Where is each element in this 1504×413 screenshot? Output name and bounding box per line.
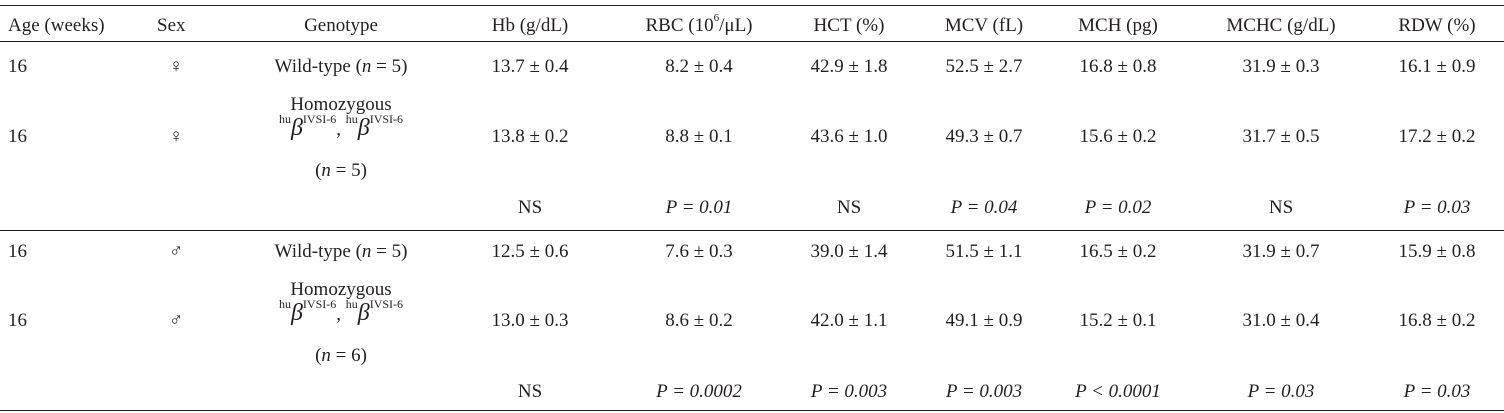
row5-genotype-homozygous: Homozygous (290, 279, 392, 300)
header-rdw: RDW (%) (1398, 15, 1476, 36)
row4-mcv: 51.5 ± 1.1 (945, 241, 1023, 262)
hu-label: hu (278, 112, 291, 126)
row5-genotype-n: (n = 6) (315, 345, 367, 366)
pvalue-female-rbc: P = 0.01 (665, 197, 733, 218)
n-label: n (321, 345, 331, 366)
row1-mcv: 52.5 ± 2.7 (945, 56, 1023, 77)
row1-mchc: 31.9 ± 0.3 (1242, 56, 1320, 77)
pvalue-male-mcv: P = 0.003 (945, 381, 1023, 402)
row5-mch: 15.2 ± 0.1 (1079, 310, 1157, 331)
header-genotype: Genotype (304, 15, 378, 36)
header-rbc-exponent: 6 (713, 12, 720, 24)
row5-sex-male-icon: ♂ (168, 310, 184, 331)
row5-rdw: 16.8 ± 0.2 (1398, 310, 1476, 331)
ivsi-label: IVSI-6 (369, 297, 404, 311)
row2-hct: 43.6 ± 1.0 (810, 126, 888, 147)
row2-mchc: 31.7 ± 0.5 (1242, 126, 1320, 147)
row1-rdw: 16.1 ± 0.9 (1398, 56, 1476, 77)
top-rule (0, 5, 1504, 6)
pvalue-female-mch: P = 0.02 (1084, 197, 1152, 218)
header-rbc-prefix: RBC (10 (645, 15, 714, 36)
row2-mch: 15.6 ± 0.2 (1079, 126, 1157, 147)
header-mcv: MCV (fL) (944, 15, 1024, 36)
row5-hb: 13.0 ± 0.3 (491, 310, 569, 331)
n-value: = 5) (371, 56, 408, 77)
row5-mchc: 31.0 ± 0.4 (1242, 310, 1320, 331)
row4-mchc: 31.9 ± 0.7 (1242, 241, 1320, 262)
row4-rdw: 15.9 ± 0.8 (1398, 241, 1476, 262)
row1-hct: 42.9 ± 1.8 (810, 56, 888, 77)
ivsi-label: IVSI-6 (302, 112, 337, 126)
row5-mcv: 49.1 ± 0.9 (945, 310, 1023, 331)
beta-symbol: β (290, 300, 303, 326)
row1-rbc: 8.2 ± 0.4 (665, 56, 733, 77)
row5-genotype-allele (278, 297, 404, 327)
row5-age: 16 (8, 310, 27, 331)
n-value: = 5) (330, 160, 367, 181)
pvalue-male-mch: P < 0.0001 (1075, 381, 1161, 402)
row4-genotype (275, 241, 408, 263)
n-label: n (361, 241, 372, 262)
row2-mcv: 49.3 ± 0.7 (945, 126, 1023, 147)
row1-hb: 13.7 ± 0.4 (491, 56, 569, 77)
pvalue-female-hct: NS (836, 197, 862, 218)
wild-type-label: Wild-type ( (274, 56, 362, 77)
hu-label: hu (345, 112, 358, 126)
pvalue-female-mchc: NS (1268, 197, 1294, 218)
group-divider-rule (0, 230, 1504, 231)
pvalue-male-hct: P = 0.003 (810, 381, 888, 402)
row4-mch: 16.5 ± 0.2 (1079, 241, 1157, 262)
n-label: n (361, 56, 372, 77)
header-hb: Hb (g/dL) (491, 15, 569, 36)
row5-hct: 42.0 ± 1.1 (810, 310, 888, 331)
row2-rbc: 8.8 ± 0.1 (665, 126, 733, 147)
row4-age: 16 (8, 241, 27, 262)
header-age: Age (weeks) (8, 15, 105, 36)
header-sex: Sex (157, 15, 186, 36)
row2-genotype-n: (n = 5) (315, 160, 367, 181)
row4-hb: 12.5 ± 0.6 (491, 241, 569, 262)
header-hct: HCT (%) (813, 15, 885, 36)
row2-age: 16 (8, 126, 27, 147)
row4-rbc: 7.6 ± 0.3 (665, 241, 733, 262)
row2-rdw: 17.2 ± 0.2 (1398, 126, 1476, 147)
comma: , (336, 119, 341, 140)
pvalue-male-hb: NS (517, 381, 543, 402)
row5-rbc: 8.6 ± 0.2 (665, 310, 733, 331)
wild-type-label: Wild-type ( (274, 241, 362, 262)
pvalue-male-rdw: P = 0.03 (1403, 381, 1471, 402)
row1-sex-female-icon: ♀ (168, 56, 184, 77)
row1-mch: 16.8 ± 0.8 (1079, 56, 1157, 77)
header-rbc-suffix: /μL) (719, 15, 753, 36)
pvalue-female-rdw: P = 0.03 (1403, 197, 1471, 218)
header-mchc: MCHC (g/dL) (1226, 15, 1336, 36)
row2-genotype-homozygous: Homozygous (290, 94, 392, 115)
header-rule (0, 41, 1504, 42)
bottom-rule (0, 410, 1504, 411)
header-rbc (645, 12, 753, 39)
beta-symbol: β (357, 300, 370, 326)
ivsi-label: IVSI-6 (302, 297, 337, 311)
row2-hb: 13.8 ± 0.2 (491, 126, 569, 147)
row1-age: 16 (8, 56, 27, 77)
row1-genotype (275, 56, 408, 78)
pvalue-female-mcv: P = 0.04 (950, 197, 1018, 218)
n-label: n (321, 160, 331, 181)
hu-label: hu (278, 297, 291, 311)
pvalue-female-hb: NS (517, 197, 543, 218)
row4-hct: 39.0 ± 1.4 (810, 241, 888, 262)
row2-genotype-allele (278, 112, 404, 142)
beta-symbol: β (290, 115, 303, 141)
header-mch: MCH (pg) (1078, 15, 1158, 36)
pvalue-male-rbc: P = 0.0002 (656, 381, 742, 402)
comma: , (336, 304, 341, 325)
n-value: = 5) (371, 241, 408, 262)
pvalue-male-mchc: P = 0.03 (1247, 381, 1315, 402)
hu-label: hu (345, 297, 358, 311)
ivsi-label: IVSI-6 (369, 112, 404, 126)
n-value: = 6) (330, 345, 367, 366)
beta-symbol: β (357, 115, 370, 141)
row2-sex-female-icon: ♀ (168, 126, 184, 147)
row4-sex-male-icon: ♂ (168, 241, 184, 262)
